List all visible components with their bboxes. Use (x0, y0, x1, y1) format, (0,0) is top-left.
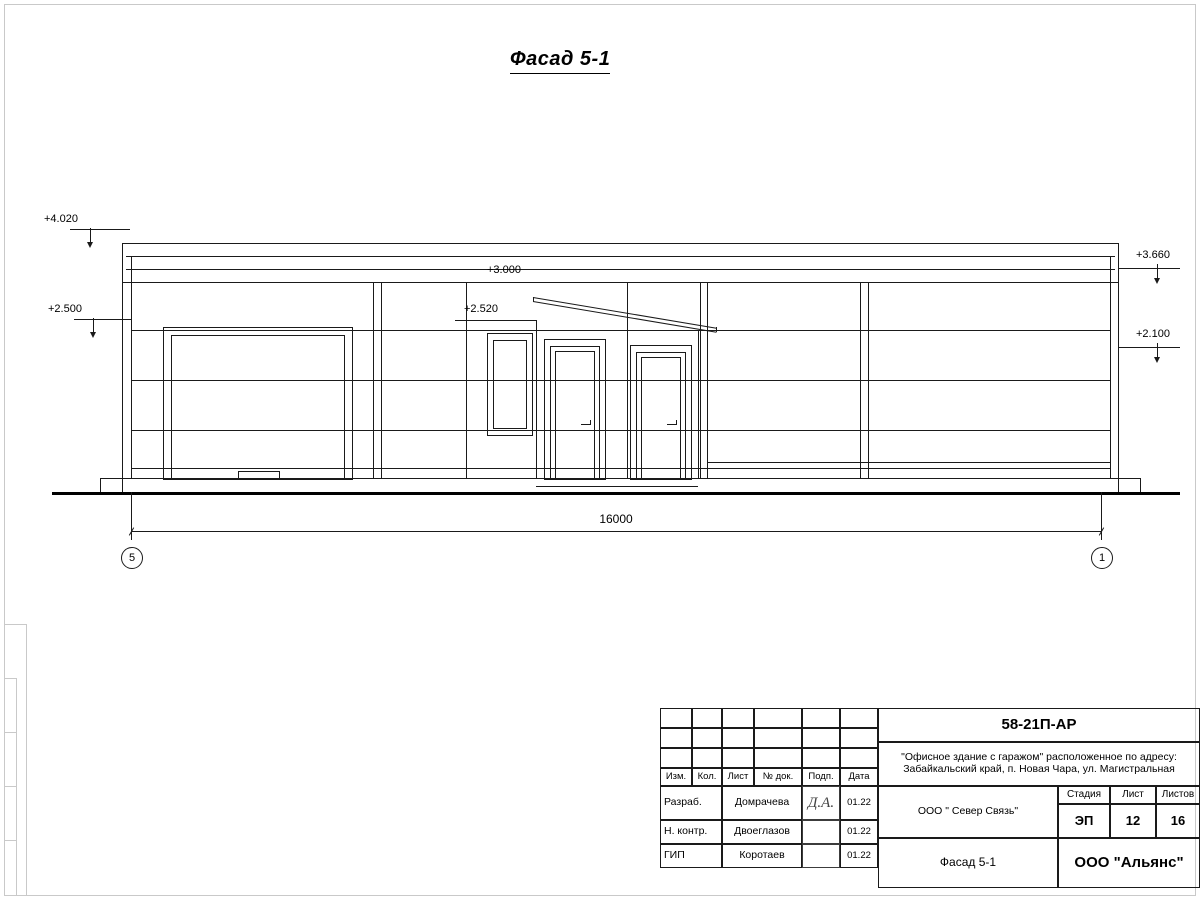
level-leader-2500 (74, 319, 132, 320)
sheet-name: Фасад 5-1 (878, 838, 1058, 888)
revision-empty-r1c4 (754, 708, 802, 728)
level-label-2500: +2.500 (48, 303, 82, 315)
building-right-wall (1118, 243, 1119, 492)
level-leader-3660 (1118, 268, 1180, 269)
parapet-band-line-1 (126, 256, 1115, 257)
parapet-top-line (122, 243, 1119, 244)
building-right-wall-inner (1110, 256, 1111, 478)
revision-empty-r2c3 (722, 728, 754, 748)
entrance-step (536, 486, 698, 487)
margin-stub-v2 (16, 678, 17, 896)
margin-stub-5 (4, 840, 16, 841)
canopy-right-end (716, 327, 717, 332)
role-label-gip: ГИП (660, 844, 722, 868)
level-label-3000: +3.000 (487, 264, 521, 276)
axis-bubble-5: 5 (121, 547, 143, 569)
page-title: Фасад 5-1 (510, 48, 610, 74)
title-block (660, 708, 1200, 888)
revision-empty-r1c6 (840, 708, 878, 728)
role-date-nkontr: 01.22 (840, 820, 878, 844)
level-label-4020: +4.020 (44, 213, 78, 225)
ground-line (52, 492, 1180, 495)
window-frame-inner (493, 340, 527, 429)
canopy-slope-under (533, 301, 717, 333)
stage-header-stadia: Стадия (1058, 786, 1110, 804)
entrance-recess-right (698, 330, 699, 478)
margin-stub-4 (4, 786, 16, 787)
revision-empty-r1c3 (722, 708, 754, 728)
revision-empty-r2c4 (754, 728, 802, 748)
level-label-2100: +2.100 (1136, 328, 1170, 340)
panel-joint-7 (868, 282, 869, 478)
stage-header-listov: Листов (1156, 786, 1200, 804)
role-signature-nkontr (802, 820, 840, 844)
revision-empty-r2c2 (692, 728, 722, 748)
project-code: 58-21П-АР (878, 708, 1200, 742)
entrance-recess-left (536, 320, 537, 478)
designer-company: ООО " Север Связь" (878, 786, 1058, 838)
revision-empty-r3c6 (840, 748, 878, 768)
revision-empty-r3c1 (660, 748, 692, 768)
level-leader-2100 (1118, 347, 1180, 348)
object-description-line2: Забайкальский край, п. Новая Чара, ул. Магистральная (903, 763, 1175, 775)
level-leader-3000 (470, 282, 560, 283)
plinth-band-right (707, 462, 1110, 463)
role-name-razrab: Домрачева (722, 786, 802, 820)
door-2-handle-stem (676, 420, 677, 425)
door-1-leaf (555, 351, 595, 480)
panel-joint-5 (707, 282, 708, 478)
revision-empty-r1c5 (802, 708, 840, 728)
revision-empty-r2c1 (660, 728, 692, 748)
level-leader-2520 (455, 320, 537, 321)
stage-value-stadia: ЭП (1058, 804, 1110, 838)
revision-empty-r3c2 (692, 748, 722, 768)
revision-header-izm: Изм. (660, 768, 692, 786)
level-label-3660: +3.660 (1136, 249, 1170, 261)
panel-joint-1 (373, 282, 374, 478)
building-left-wall-inner (131, 256, 132, 478)
level-leader-4020 (70, 229, 130, 230)
revision-empty-r3c3 (722, 748, 754, 768)
level-label-2520: +2.520 (464, 303, 498, 315)
revision-header-data: Дата (840, 768, 878, 786)
object-description (878, 742, 1200, 786)
door-2-leaf (641, 357, 681, 480)
page-frame-bottom (4, 895, 1196, 896)
panel-joint-1b (381, 282, 382, 478)
object-description-line1: "Офисное здание с гаражом" расположенное по адресу: (901, 751, 1177, 764)
garage-gate-handle (238, 471, 280, 479)
role-label-razrab: Разраб. (660, 786, 722, 820)
role-date-razrab: 01.22 (840, 786, 878, 820)
revision-empty-r2c5 (802, 728, 840, 748)
overall-dimension-line (131, 531, 1101, 532)
revision-header-kol: Кол. (692, 768, 722, 786)
role-signature-gip (802, 844, 840, 868)
parapet-band-line-2 (126, 269, 1115, 270)
facade-cornice-line (122, 282, 1119, 283)
role-label-nkontr: Н. контр. (660, 820, 722, 844)
revision-header-doc: № док. (754, 768, 802, 786)
role-signature-razrab: Д.А. (802, 786, 840, 820)
plinth-left-edge (100, 478, 101, 492)
canopy-left-end (533, 297, 534, 302)
garage-gate-inner (171, 335, 345, 480)
overall-dimension-label: 16000 (599, 512, 633, 526)
building-left-wall (122, 243, 123, 492)
owner-company: ООО "Альянс" (1058, 838, 1200, 888)
panel-joint-4 (700, 282, 701, 478)
canopy-slope (533, 297, 717, 329)
role-date-gip: 01.22 (840, 844, 878, 868)
revision-empty-r1c1 (660, 708, 692, 728)
panel-joint-6 (860, 282, 861, 478)
plinth-right-edge (1140, 478, 1141, 492)
door-1-handle-stem (590, 420, 591, 425)
margin-stub-v (26, 624, 27, 896)
stage-value-listov: 16 (1156, 804, 1200, 838)
axis-bubble-1: 1 (1091, 547, 1113, 569)
panel-joint-3 (627, 282, 628, 478)
role-name-nkontr: Двоеглазов (722, 820, 802, 844)
margin-stub-3 (4, 732, 16, 733)
revision-header-list: Лист (722, 768, 754, 786)
revision-empty-r2c6 (840, 728, 878, 748)
revision-empty-r3c4 (754, 748, 802, 768)
stage-value-list: 12 (1110, 804, 1156, 838)
role-name-gip: Коротаев (722, 844, 802, 868)
revision-empty-r1c2 (692, 708, 722, 728)
revision-empty-r3c5 (802, 748, 840, 768)
margin-stub-2 (4, 678, 16, 679)
revision-header-podp: Подп. (802, 768, 840, 786)
stage-header-list: Лист (1110, 786, 1156, 804)
margin-stub-1 (4, 624, 26, 625)
